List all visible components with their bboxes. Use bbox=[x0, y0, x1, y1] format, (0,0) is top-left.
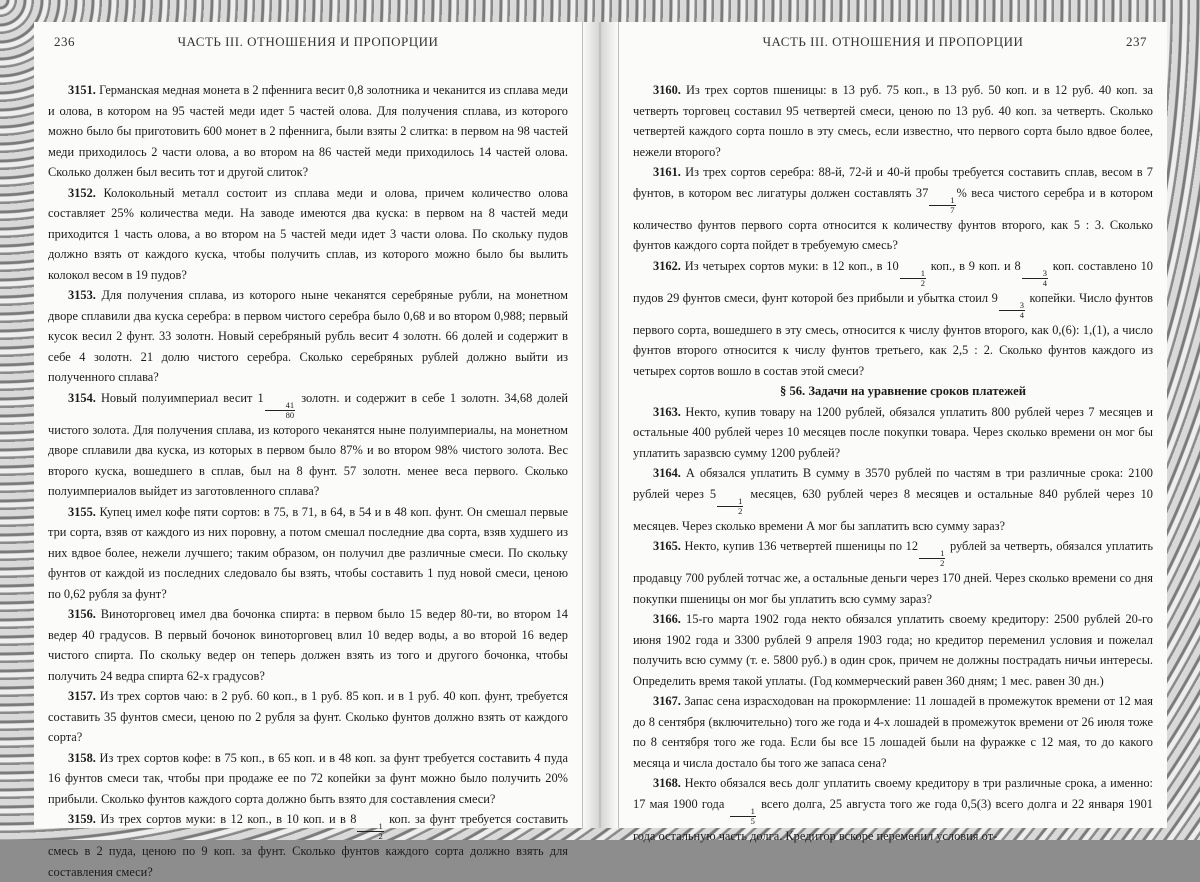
left-page-content bbox=[48, 80, 568, 879]
problem-text: Из трех сортов пшеницы: в 13 руб. 75 коп., в 13 руб. 50 коп. и в 12 руб. 40 коп. за четверть торговец составил 95 четвертей смеси, ценою по 13 руб. 40 коп. за четверть. Сколько четвертей каждого сорта пошло в эту смесь, если известно, что первого сорта было вдвое более, нежели второго? bbox=[633, 83, 1153, 159]
problem-text: Некто, купив товару на 1200 рублей, обязался уплатить 800 рублей через 7 месяцев и остальные 400 рублей через 10 месяцев после покупки товара. Через сколько времени он мог бы уплатить заразвсю сумму 1200 рублей? bbox=[633, 404, 1153, 460]
problem-3154 bbox=[48, 388, 568, 502]
left-running-title: ЧАСТЬ III. ОТНОШЕНИЯ И ПРОПОРЦИИ bbox=[177, 34, 439, 49]
left-running-head bbox=[48, 34, 568, 50]
problem-text: коп., в 9 коп. и 8 bbox=[926, 258, 1021, 273]
problem-text: Купец имел кофе пяти сортов: в 75, в 71, в 64, в 54 и в 48 коп. фунт. Он смешал первые три сорта, взяв от каждого из них поровну, а потом смешал последние два сорта, взяв худшего из них вдвое более, нежели лучшего; таким образом, он получил две различные смеси. По скольку фунтов от каждой из последних следовало бы взять, чтобы составить 1 пуд новой смеси, ценою по 0,62 рубля за фунт? bbox=[48, 504, 568, 601]
problem-number: 3158. bbox=[68, 750, 96, 765]
problem-text: Из четырех сортов муки: в 12 коп., в 10 bbox=[684, 258, 899, 273]
problem-3164 bbox=[633, 463, 1153, 536]
problem-3163 bbox=[633, 402, 1153, 464]
problem-number: 3164. bbox=[653, 466, 681, 480]
problem-text: Из трех сортов кофе: в 75 коп., в 65 коп. и в 48 коп. за фунт требуется составить 4 пуда 16 фунтов смеси так, чтобы при продаже ее по 72 копейки за фунт можно было получить 20% прибыли. Сколько фунтов каждого сорта должно быть взято для составления смеси? bbox=[48, 750, 568, 806]
right-page bbox=[618, 22, 1167, 843]
problem-text: коп. составлено 10 пудов 29 фунтов смеси, фунт которой без прибыли и убытка стоил 9 bbox=[633, 258, 1153, 305]
problem-text: золотн. и содержит в себе 1 золотн. 34,68 долей чистого золота. Для получения сплава, из которого чеканятся ныне полуимпериалы, на монетном дворе сплавили два куска, из которых в первом было 87% и во втором 98% чистого золота. Вес второго куска, вошедшего в сплав, был на 8 фунт. 57 золотн. менее веса первого. Сколько полуимпериалов выйдет из заготовленного сплава? bbox=[48, 390, 568, 498]
problem-number: 3156. bbox=[68, 607, 96, 621]
problem-number: 3163. bbox=[653, 404, 681, 419]
problem-text: Виноторговец имел два бочонка спирта: в первом было 15 ведер 80-ти, во втором 14 ведер 40 градусов. В первый бочонок виноторговец влил 10 ведер воды, а во второй 16 ведер чистого спирта. По скольку ведер он теперь должен взять из того и другого бочонка, чтобы получить 24 ведра спирта 62-х градусов? bbox=[48, 607, 568, 683]
problem-number: 3168. bbox=[653, 776, 681, 790]
problem-number: 3167. bbox=[653, 694, 681, 708]
fraction: $\frac{1}{2}$ bbox=[919, 549, 945, 568]
problem-3157 bbox=[48, 686, 568, 748]
problem-text: месяцев, 630 рублей через 8 месяцев и остальные 840 рублей через 10 месяцев. Через сколько времени А мог бы заплатить всю сумму зараз? bbox=[633, 486, 1153, 533]
fraction: $\frac{3}{4}$ bbox=[1022, 269, 1048, 288]
left-page bbox=[34, 22, 583, 879]
problem-number: 3155. bbox=[68, 504, 96, 519]
problem-text: Некто обязался весь долг уплатить своему кредитору в три различные срока, а именно: 17 мая 1900 года bbox=[633, 776, 1153, 811]
problem-number: 3157. bbox=[68, 689, 96, 703]
problem-3168 bbox=[633, 773, 1153, 846]
right-page-content bbox=[633, 80, 1154, 843]
problem-3155 bbox=[48, 502, 568, 605]
problem-text: Колокольный металл состоит из сплава меди и олова, причем количество олова составляет 25% количества меди. На заводе имеются два куска: в первом на 8 частей меди приходится 1 часть олова, а во втором на 5 частей меди идет 3 части олова. По скольку пудов должно взять от каждого куска, чтобы получить сплав, из которого можно было бы вылить колокол весом в 19 пудов? bbox=[48, 185, 568, 282]
fraction: $\frac{1}{2}$ bbox=[717, 497, 743, 516]
problem-3153 bbox=[48, 285, 568, 388]
problem-text: копейки. Число фунтов первого сорта, вошедшего в эту смесь, относится к числу фунтов второго, как 0,(6): 1,(1), а число фунтов второго относится к числу фунтов третьего, как 2,5 : 2. Сколько фунтов каждого из четырех сортов вошло в состав этой смеси? bbox=[633, 290, 1154, 378]
problem-number: 3151. bbox=[68, 83, 96, 97]
right-page-number: 237 bbox=[1126, 34, 1147, 49]
right-running-title: ЧАСТЬ III. ОТНОШЕНИЯ И ПРОПОРЦИИ bbox=[762, 34, 1024, 49]
problem-text: Некто, купив 136 четвертей пшеницы по 12 bbox=[684, 539, 919, 553]
problem-text: 15-го марта 1902 года некто обязался уплатить своему кредитору: 2500 рублей 20-го июня 1902 года и 3300 рублей 9 апреля 1903 года; но кредитор переменил условия и пожелал получить всю сумму (т. е. 5800 руб.) в один срок, причем не должны пострадать ничьи интересы. Определить время такой уплаты. (Год коммерческий равен 360 дням; 1 мес. равен 30 дн.) bbox=[633, 612, 1153, 688]
problem-number: 3161. bbox=[653, 165, 681, 179]
fraction: $\frac{1}{2}$ bbox=[900, 269, 926, 288]
fraction: $\frac{41}{80}$ bbox=[265, 401, 296, 420]
problem-number: 3152. bbox=[68, 185, 96, 200]
problem-text: Из трех сортов серебра: 88-й, 72-й и 40-й пробы требуется составить сплав, весом в 7 фунтов, в котором вес лигатуры должен составлять 37 bbox=[633, 165, 1153, 200]
fraction: $\frac{1}{5}$ bbox=[730, 807, 756, 826]
problem-text: коп. за фунт требуется составить смесь в 2 пуда, ценою по 9 коп. за фунт. Сколько фунтов каждого сорта должно взять для составления смеси? bbox=[48, 812, 568, 879]
problem-text: всего долга, 25 августа того же года 0,5(3) всего долга и 22 января 1901 года остальную часть долга. Кредитор вскоре переменил условия от- bbox=[633, 796, 1153, 843]
problem-3165 bbox=[633, 536, 1153, 609]
right-running-head bbox=[633, 34, 1153, 50]
problem-text: Из трех сортов чаю: в 2 руб. 60 коп., в 1 руб. 85 коп. и в 1 руб. 40 коп. фунт, требуется составить 35 фунтов смеси, ценою по 2 рубля за фунт. Сколько фунтов должно взять от каждого сорта? bbox=[48, 689, 568, 744]
problem-text: А обязался уплатить В сумму в 3570 рублей по частям в три различные срока: 2100 рублей через 5 bbox=[633, 466, 1153, 501]
section-title: § 56. Задачи на уравнение сроков платежей bbox=[780, 384, 1026, 398]
problem-text: рублей за четверть, обязался уплатить продавцу 700 рублей тотчас же, а остальные деньги через 170 дней. Через сколько времени со дня покупки пшеницы он мог бы уплатить всю сумму зараз? bbox=[633, 539, 1153, 606]
problem-number: 3159. bbox=[68, 812, 96, 826]
fraction: $\frac{3}{4}$ bbox=[999, 301, 1025, 320]
problem-number: 3166. bbox=[653, 612, 681, 626]
fraction: $\frac{1}{2}$ bbox=[357, 822, 383, 841]
problem-number: 3153. bbox=[68, 288, 96, 302]
problem-number: 3154. bbox=[68, 390, 96, 405]
problem-3160 bbox=[633, 80, 1153, 162]
problem-number: 3160. bbox=[653, 83, 681, 97]
problem-text: Для получения сплава, из которого ныне чеканятся серебряные рубли, на монетном дворе сплавили два куска серебра: в первом чистого серебра было 0,68 и во втором 0,988; первый кусок весил 2 фунт. 33 золотн. Новый серебряный рубль весит 4 золотн. 66 долей и содержит в себе 4 золотн. 21 долю чистого серебра. Сколько серебряных рублей должно выйти из полученного сплава? bbox=[48, 288, 568, 384]
problem-3156 bbox=[48, 604, 568, 686]
problem-3159 bbox=[48, 809, 568, 882]
problem-text: Германская медная монета в 2 пфеннига весит 0,8 золотника и чеканится из сплава меди и олова, в котором на 95 частей меди идет 5 частей олова. Для получения сплава, из которого можно было бы приготовить 600 монет в 2 пфеннига, были взяты 2 слитка: в первом на 98 частей меди приходилось 2 части олова, а во втором на 86 частей меди приходилось 14 частей олова. Сколько должен был весить тот и другой слиток? bbox=[48, 83, 568, 179]
problem-3152 bbox=[48, 183, 568, 286]
problem-text: % веса чистого серебра и в котором количество фунтов первого сорта относится к количеству фунтов второго, как 5 : 3. Сколько фунтов каждого сорта пойдет в требуемую смесь? bbox=[633, 185, 1153, 252]
fraction: $\frac{1}{7}$ bbox=[929, 196, 955, 215]
problem-text: Из трех сортов муки: в 12 коп., в 10 коп. и в 8 bbox=[100, 812, 357, 826]
left-page-number: 236 bbox=[54, 34, 75, 49]
problem-3167 bbox=[633, 691, 1153, 773]
problem-3158 bbox=[48, 748, 568, 810]
problem-number: 3162. bbox=[653, 258, 681, 273]
problem-text: Новый полуимпериал весит 1 bbox=[100, 390, 264, 405]
problem-3151 bbox=[48, 80, 568, 183]
book-gutter bbox=[582, 22, 618, 828]
problem-number: 3165. bbox=[653, 539, 681, 553]
problem-3161 bbox=[633, 162, 1153, 256]
problem-3166 bbox=[633, 609, 1153, 691]
problem-3162 bbox=[633, 256, 1153, 382]
problem-text: Запас сена израсходован на прокормление: 11 лошадей в промежуток времени от 12 мая до 8 сентября (включительно) того же года и 4-х лошадей в промежуток времени от 26 июля тоже по 8 сентября того же года. Если бы все 15 лошадей были на фуражке с 12 мая, то до какого месяца и числа достало бы того же запаса сена? bbox=[633, 694, 1153, 770]
